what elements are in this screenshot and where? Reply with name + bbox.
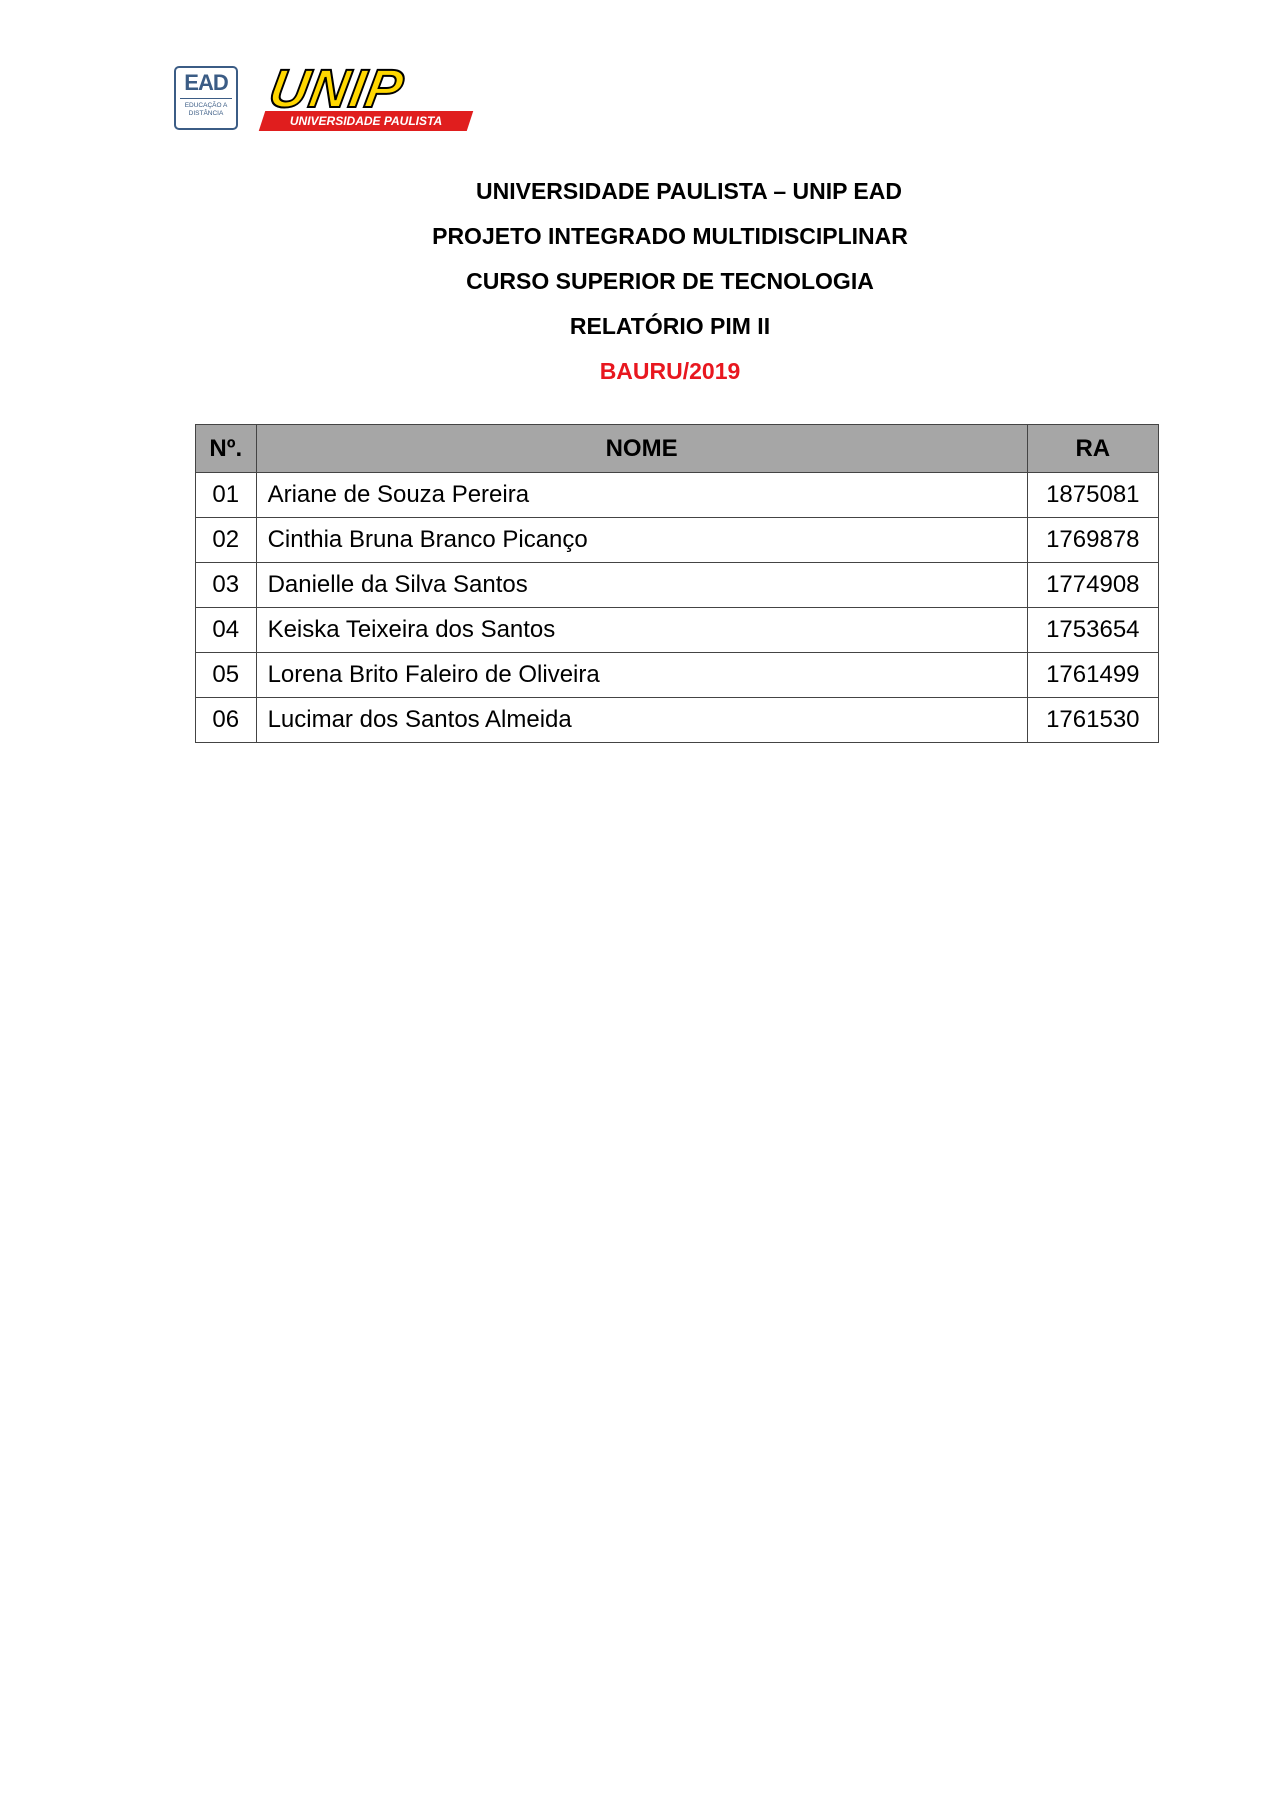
table-row bbox=[196, 518, 1159, 563]
cell-num: 05 bbox=[196, 653, 257, 698]
unip-logo-word: UNIP bbox=[264, 59, 409, 119]
table-row bbox=[196, 698, 1159, 743]
cell-name: Ariane de Souza Pereira bbox=[256, 473, 1027, 518]
cell-ra: 1753654 bbox=[1027, 608, 1158, 653]
cell-ra: 1761530 bbox=[1027, 698, 1158, 743]
cell-name: Lucimar dos Santos Almeida bbox=[256, 698, 1027, 743]
members-table bbox=[195, 424, 1159, 743]
logo-area bbox=[174, 59, 474, 134]
title-location-year: BAURU/2019 bbox=[599, 358, 741, 384]
cell-ra: 1761499 bbox=[1027, 653, 1158, 698]
ead-logo-divider bbox=[180, 98, 232, 99]
cell-num: 02 bbox=[196, 518, 257, 563]
unip-logo bbox=[262, 59, 474, 134]
cell-ra: 1769878 bbox=[1027, 518, 1158, 563]
table-row bbox=[196, 563, 1159, 608]
header-ra: RA bbox=[1027, 425, 1158, 473]
ead-logo-sub-line1: EDUCAÇÃO A bbox=[184, 102, 228, 109]
ead-logo-sub-line2: DISTÂNCIA bbox=[188, 110, 224, 117]
cell-ra: 1774908 bbox=[1027, 563, 1158, 608]
title-university: UNIVERSIDADE PAULISTA – UNIP EAD bbox=[476, 178, 902, 204]
header-num: Nº. bbox=[196, 425, 257, 473]
cell-ra: 1875081 bbox=[1027, 473, 1158, 518]
cell-name: Danielle da Silva Santos bbox=[256, 563, 1027, 608]
ead-logo-subtitle bbox=[176, 102, 236, 118]
ead-logo-text: EAD bbox=[184, 70, 228, 95]
ead-logo bbox=[174, 66, 238, 130]
table-header-row bbox=[196, 425, 1159, 473]
unip-logo-banner-text: UNIVERSIDADE PAULISTA bbox=[289, 114, 443, 128]
table-row bbox=[196, 608, 1159, 653]
cell-num: 01 bbox=[196, 473, 257, 518]
cell-num: 04 bbox=[196, 608, 257, 653]
title-project: PROJETO INTEGRADO MULTIDISCIPLINAR bbox=[432, 223, 908, 249]
title-course: CURSO SUPERIOR DE TECNOLOGIA bbox=[466, 268, 874, 294]
title-report: RELATÓRIO PIM II bbox=[569, 313, 771, 339]
table-row bbox=[196, 653, 1159, 698]
cell-num: 06 bbox=[196, 698, 257, 743]
cell-name: Keiska Teixeira dos Santos bbox=[256, 608, 1027, 653]
cell-num: 03 bbox=[196, 563, 257, 608]
header-name: NOME bbox=[256, 425, 1027, 473]
cell-name: Lorena Brito Faleiro de Oliveira bbox=[256, 653, 1027, 698]
table-row bbox=[196, 473, 1159, 518]
cell-name: Cinthia Bruna Branco Picanço bbox=[256, 518, 1027, 563]
